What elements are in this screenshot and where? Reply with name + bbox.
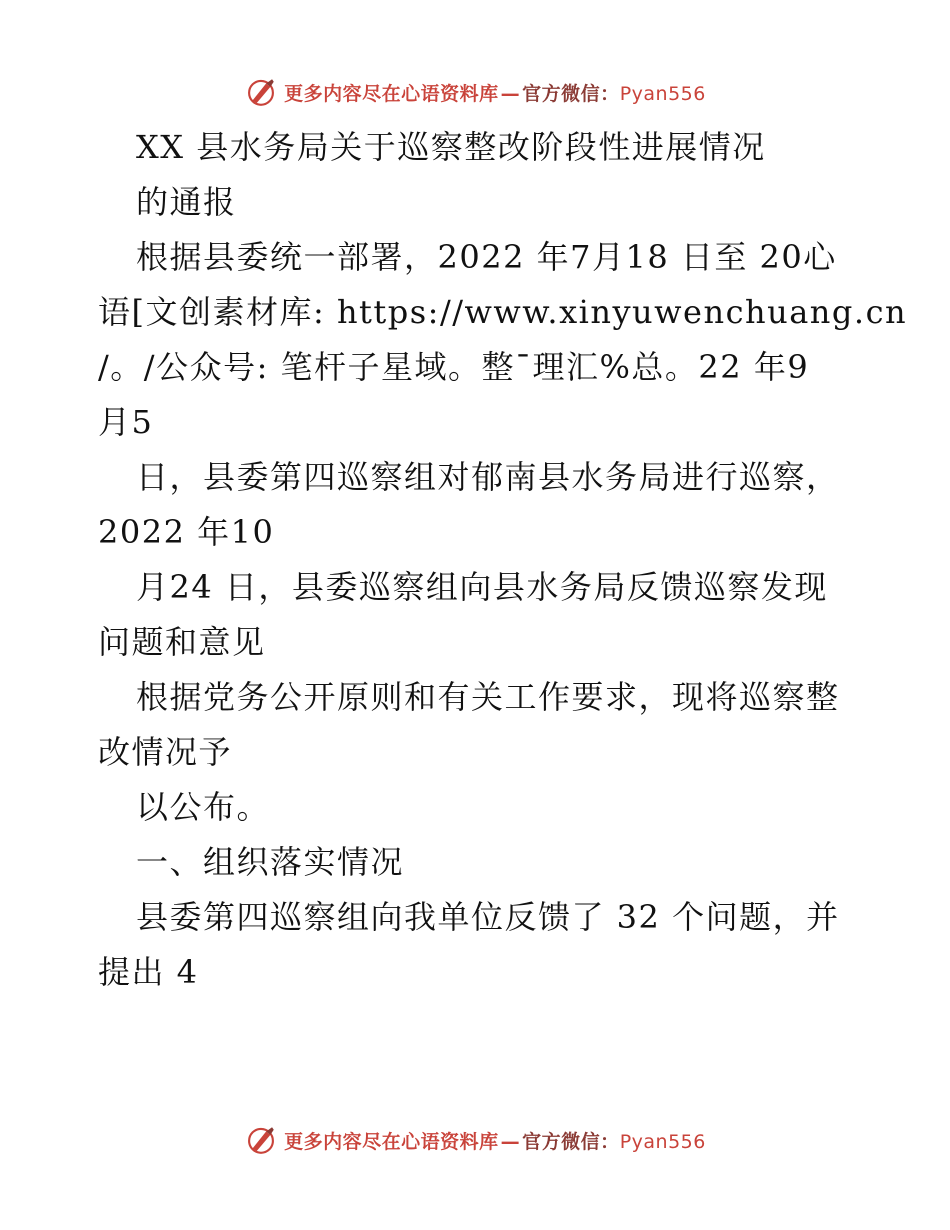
banner-wechat-label: 官方微信： xyxy=(522,82,620,105)
document-line: XX 县水务局关于巡察整改阶段性进展情况 xyxy=(136,128,766,166)
document-line: 一、组织落实情况 xyxy=(136,843,405,881)
banner-wechat-label: 官方微信： xyxy=(522,1130,620,1153)
banner-text xyxy=(284,79,706,106)
banner-wechat-id: Pyan556 xyxy=(619,1130,706,1153)
document-line: 根据县委统一部署，2022 年7月18 日至 20心 xyxy=(136,238,837,276)
document-line: 月5 xyxy=(98,403,154,441)
document-line: 2022 年10 xyxy=(98,513,275,551)
banner-dash: — xyxy=(500,1130,521,1153)
document-line: 根据党务公开原则和有关工作要求，现将巡察整 xyxy=(136,678,840,716)
document-line: 的通报 xyxy=(136,183,237,221)
top-banner xyxy=(0,70,950,114)
banner-text xyxy=(284,1127,706,1154)
document-line: 以公布。 xyxy=(136,788,271,826)
bottom-banner xyxy=(0,1118,950,1162)
pen-nib-circle-icon xyxy=(244,75,278,109)
document-line: 月24 日，县委巡察组向县水务局反馈巡察发现 xyxy=(136,568,828,606)
banner-wechat-id: Pyan556 xyxy=(619,82,706,105)
pen-nib-circle-icon xyxy=(244,1123,278,1157)
document-line: 提出 4 xyxy=(98,953,199,991)
document-line: 问题和意见 xyxy=(98,623,266,661)
document-line: 县委第四巡察组向我单位反馈了 32 个问题，并 xyxy=(136,898,840,936)
document-line: 日，县委第四巡察组对郁南县水务局进行巡察， xyxy=(136,458,840,496)
banner-main-text: 更多内容尽在心语资料库 xyxy=(284,1130,499,1153)
banner-dash: — xyxy=(500,82,521,105)
document-line: 语[文创素材库: https://www.xinyuwenchuang.cn xyxy=(98,293,908,331)
document-body xyxy=(98,120,908,1000)
document-line: 改情况予 xyxy=(98,733,233,771)
document-line: /。/公众号: 笔杆子星域。整¯理汇%总。22 年9 xyxy=(98,348,810,386)
banner-main-text: 更多内容尽在心语资料库 xyxy=(284,82,499,105)
